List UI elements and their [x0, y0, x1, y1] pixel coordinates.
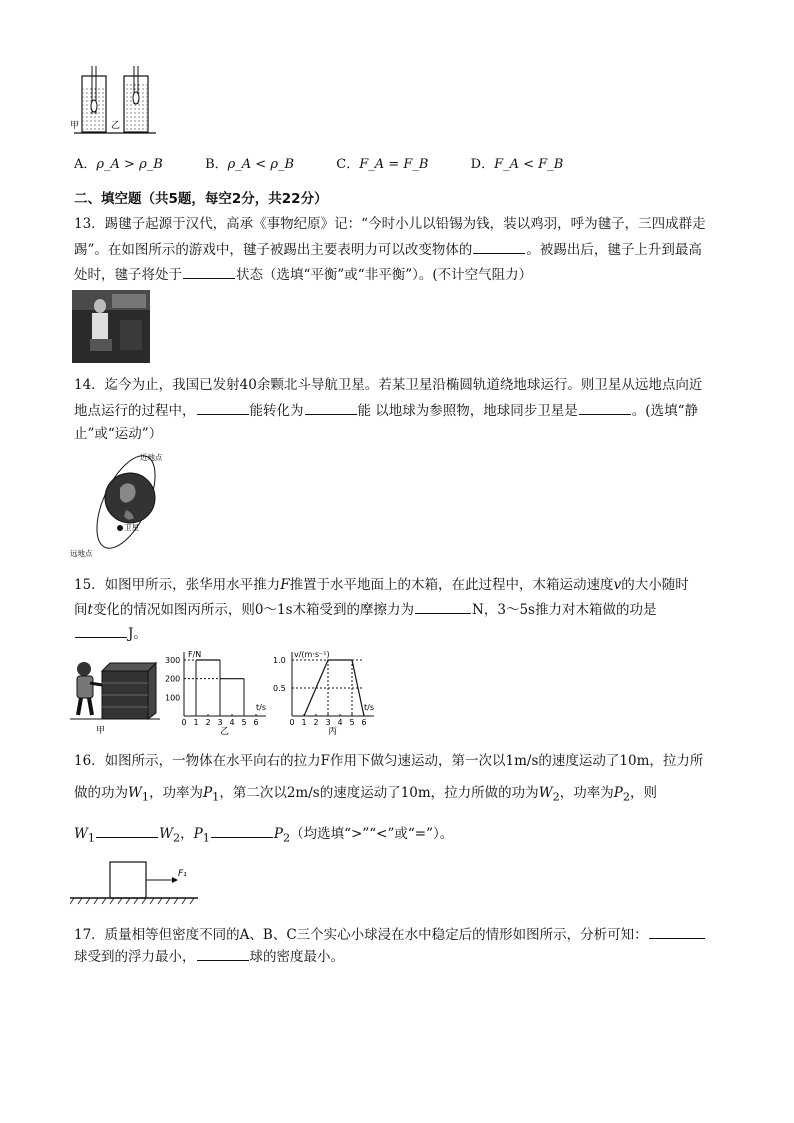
x-tick-label: 0 [181, 718, 187, 727]
fig-label-jia: 甲 [70, 121, 80, 131]
q16-blank-1[interactable] [96, 823, 158, 838]
y-tick-label: 200 [165, 674, 181, 684]
x-tick-label: 3 [325, 718, 331, 727]
x-tick-label: 3 [217, 718, 223, 727]
x-axis-label: t/s [364, 703, 374, 712]
q16-line-2: 做的功为$W_1$，功率为$P_1$，第二次以2m/s的速度运动了10m，拉力所做的功为$W_2$，功率为$P_2$，则 [74, 785, 658, 804]
q17-blank-1[interactable] [649, 924, 705, 939]
q14-line-1: 14．迄今为止，我国已发射40余颗北斗导航卫星。若某卫星沿椭圆轨道绕地球运行。则卫星从远地点向近 [74, 377, 703, 393]
satellite-icon [117, 525, 123, 531]
q13-line-2: 踢”。在如图所示的游戏中，毽子被踢出主要表明力可以改变物体的 。被踢出后，毽子上升到最高 [74, 239, 702, 260]
option-b[interactable]: B．ρ_A < ρ_B [205, 157, 295, 172]
x-tick-label: 4 [229, 718, 235, 727]
q14-blank-3[interactable] [579, 400, 631, 415]
option-a[interactable]: A．ρ_A > ρ_B [74, 157, 163, 172]
velocity-time-chart [272, 648, 380, 736]
q15-blank-1[interactable] [415, 599, 471, 614]
q13-blank-2[interactable] [183, 264, 235, 279]
x-tick-label: 2 [313, 718, 319, 727]
q13-line-1: 13．踢毽子起源于汉代，高承《事物纪原》记：“今时小儿以铅锡为钱，装以鸡羽，呼为毽子，三四成群走 [74, 216, 706, 232]
q13-shuttlecock-photo [72, 290, 150, 363]
x-tick-label: 4 [337, 718, 343, 727]
option-d[interactable]: D．F_A < F_B [470, 157, 564, 172]
q14-blank-2[interactable] [305, 400, 357, 415]
y-tick-label: 100 [165, 693, 181, 703]
q15-line-3: J。 [74, 623, 147, 644]
q16-block-figure [70, 858, 200, 910]
x-tick-label: 2 [205, 718, 211, 727]
q15-line-2: 间t变化的情况如图丙所示，则0～1s木箱受到的摩擦力为 N，3～5s推力对木箱做的功是 [74, 599, 656, 620]
fig-label-bing: 丙 [328, 727, 338, 736]
y-axis-label: F/N [188, 650, 202, 659]
cylinder-yi [124, 66, 148, 132]
satellite-label: 卫星 [124, 523, 139, 532]
q14-line-3: 止”或“运动”） [74, 426, 163, 442]
q13-line-3: 处时，毽子将处于 状态（选填“平衡”或“非平衡”）。(不计空气阻力） [74, 264, 532, 285]
x-tick-label: 0 [289, 718, 295, 727]
section-heading: 二、填空题（共5题，每空2分，共22分） [74, 191, 328, 207]
q14-blank-1[interactable] [197, 400, 249, 415]
x-tick-label: 5 [241, 718, 247, 727]
q16-blank-2[interactable] [211, 823, 273, 838]
y-tick-label: 1.0 [273, 656, 286, 665]
q17-blank-2[interactable] [197, 946, 249, 961]
q12-options [74, 155, 563, 175]
x-tick-label: 1 [193, 718, 199, 727]
x-tick-label: 5 [349, 718, 355, 727]
q14-orbit-figure [68, 448, 180, 560]
q17-line-2: 球受到的浮力最小， 球的密度最小。 [74, 946, 344, 967]
force-time-chart [164, 648, 272, 736]
wooden-box [102, 663, 156, 719]
q15-line-1: 15．如图甲所示，张华用水平推力F推置于水平地面上的木箱，在此过程中，木箱运动速度v的大小随时 [74, 577, 689, 593]
q15-blank-2[interactable] [75, 623, 127, 638]
q12-cylinders-figure [70, 64, 160, 138]
x-tick-label: 6 [361, 718, 367, 727]
y-tick-label: 300 [165, 656, 181, 665]
perigee-label: 近地点 [140, 453, 163, 462]
q14-line-2: 地点运行的过程中， 能转化为 能 以地球为参照物，地球同步卫星是 。(选填“静 [74, 400, 698, 421]
fig-label-yi: 乙 [111, 121, 121, 131]
option-c[interactable]: C．F_A = F_B [336, 157, 429, 172]
person-icon [77, 662, 102, 715]
apogee-label: 远地点 [70, 549, 93, 558]
x-axis-label: t/s [256, 703, 266, 712]
fig-label-yi: 乙 [220, 727, 230, 736]
y-tick-label: 0.5 [273, 684, 286, 693]
force-label: F₁ [178, 869, 187, 879]
x-tick-label: 6 [253, 718, 259, 727]
y-axis-label: v/(m·s⁻¹) [294, 650, 330, 659]
q13-blank-1[interactable] [473, 239, 525, 254]
q16-line-3: $W_1$ $W_2$，$P_1$ $P_2$（均选填“>”“<”或“=”）。 [74, 823, 453, 849]
x-tick-label: 1 [301, 718, 307, 727]
fig-label-jia: 甲 [96, 726, 106, 735]
block [110, 862, 146, 898]
q16-line-1: 16．如图所示，一物体在水平向右的拉力F作用下做匀速运动，第一次以1m/s的速度运动了10m，拉力所 [74, 753, 704, 769]
q17-line-1: 17．质量相等但密度不同的A、B、C三个实心小球浸在水中稳定后的情形如图所示，分析可知： [74, 924, 706, 945]
cylinder-jia [82, 66, 106, 132]
q15-push-figure [70, 655, 160, 735]
